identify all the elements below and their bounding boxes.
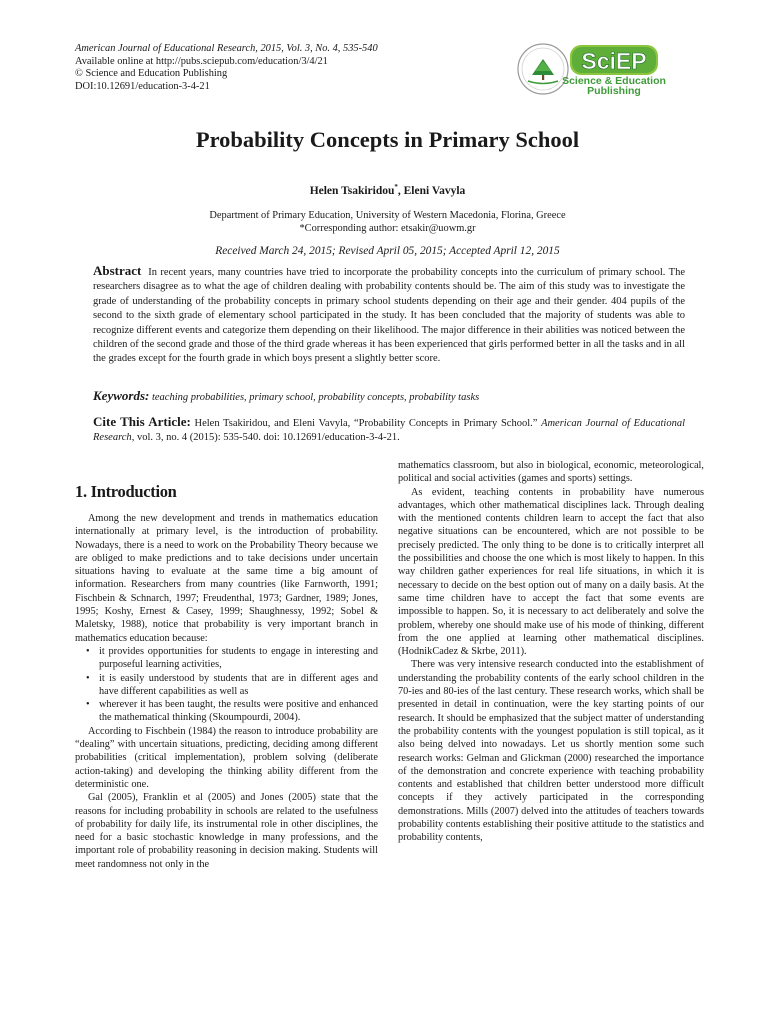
publisher-line: © Science and Education Publishing bbox=[75, 68, 228, 80]
paragraph: As evident, teaching contents in probability have numerous advantages, which other mathematical disciplines lack. Through dealing with the mentioned contents children learn to accept the fact that also negative situations can be encountered, which are not possible to be precisely predicted. The only thing to be done is to critically interpret all the possibilities and choose the one which is most likely to happen. In this way children gather experiences for real life situations, in which it is necessary to decide on the best option out of many on a daily basis. At the same time children have to accept the fact that some events are impossible to happen. So, it is necessary to act deliberately and solve the problem, whereby one should make use of his mode of thinking, different from the one applied at learning other mathematical disciplines. (HodnikCadez & Skrbe, 2011). bbox=[398, 486, 704, 658]
left-column bbox=[75, 512, 378, 871]
sciep-logo bbox=[516, 42, 666, 98]
corresponding-marker: * bbox=[394, 183, 398, 191]
logo-line1: Science & Education bbox=[562, 75, 666, 87]
right-column bbox=[398, 459, 704, 845]
department-line: Department of Primary Education, University of Western Macedonia, Florina, Greece bbox=[209, 210, 566, 221]
journal-header bbox=[75, 43, 378, 93]
cite-details: , vol. 3, no. 4 (2015): 535-540. doi: 10.12691/education-3-4-21. bbox=[131, 432, 400, 443]
bullet-item: • it is easily understood by students that are in different ages and have different capabilities as well as bbox=[75, 672, 378, 699]
affiliation bbox=[0, 210, 768, 235]
paragraph: mathematics classroom, but also in biological, economic, meteorological, political and social activities (games and sports) settings. bbox=[398, 460, 704, 485]
author-2: Eleni Vavyla bbox=[403, 184, 466, 197]
journal-citation: American Journal of Educational Research, 2015, Vol. 3, No. 4, 535-540 bbox=[75, 43, 378, 54]
logo-line2: Publishing bbox=[587, 85, 641, 97]
submission-dates: Received March 24, 2015; Revised April 05, 2015; Accepted April 12, 2015 bbox=[215, 245, 560, 257]
abstract bbox=[93, 264, 685, 367]
corresponding-author: *Corresponding author: etsakir@uowm.gr bbox=[299, 222, 476, 234]
paragraph: According to Fischbein (1984) the reason to introduce probability are “dealing” with uncertain situations, predicting, deciding among different probabilities (critical implementation), problem solving (deliberate action-taking) and developing the thinking ability different from the deterministic one. bbox=[75, 725, 378, 790]
bullet-item: • wherever it has been taught, the results were positive and enhanced the mathematical thinking (Skoumpourdi, 2004). bbox=[75, 698, 378, 725]
author-separator: , bbox=[397, 184, 404, 197]
cite-this-article bbox=[93, 415, 685, 445]
paragraph: There was very intensive research conducted into the establishment of understanding the probability contents of the early school children in the 70-ies and 80-ies of the last century. These research works, which shall be presented in detail in continuation, were the key starting points of our research. It should be emphasized that the subject matter of understanding the probability contents with the youngest population is still topical, as it also being delved into nowadays. Let us shortly mention some such research works: Gelman and Glickman (2000) researched the importance of the demonstration and concrete experience with teaching probability contents and established that children better understood more difficult concepts if they actively participated in the corresponding demonstrations. Mills (2007) delved into the attitudes of teachers towards probability contents establishing their positive attitude to the statistics and probability contents, bbox=[398, 659, 704, 844]
bullet-list bbox=[75, 645, 378, 725]
abstract-text: In recent years, many countries have tried to incorporate the probability concepts into the curriculum of primary school. The researchers disagree as to what the age of children dealing with probability contents should be. The aim of this study was to investigate the grade of understanding of the probability concepts in primary school students depending on their age and their gender. 404 pupils of the second to the sixth grade of elementary school participated in the study. It has been concluded that the majority of students was able to recognize different events and categorize them depending on their likelihood. The major difference in their abilities was noticed between the children of the second grade and those of the third grade whereas it has been experienced that girls performed better in all the tasks and in all the grades except for the fourth grade in which boys present a slightly better score. bbox=[93, 267, 685, 365]
abstract-label: Abstract bbox=[93, 263, 142, 278]
sciep-logo-graphic bbox=[516, 42, 666, 98]
available-online: Available online at http://pubs.sciepub.com/education/3/4/21 bbox=[75, 55, 328, 67]
bullet-item: • it provides opportunities for students to engage in interesting and purposeful learning activities, bbox=[75, 645, 378, 672]
keywords bbox=[93, 389, 685, 405]
paragraph: Gal (2005), Franklin et al (2005) and Jones (2005) state that the reasons for including probability in schools are related to the usefulness of probability for daily life, its instrumental role in other disciplines, the need for a basic stochastic knowledge in many professions, and the important role of probability reasoning in decision making. Students will meet randomness not only in the bbox=[75, 792, 378, 870]
author-list bbox=[0, 183, 768, 197]
keywords-label: Keywords: bbox=[93, 388, 150, 403]
cite-label: Cite This Article: bbox=[93, 414, 191, 429]
author-1: Helen Tsakiridou bbox=[309, 184, 395, 197]
paper-title: Probability Concepts in Primary School bbox=[195, 127, 580, 152]
doi-line: DOI:10.12691/education-3-4-21 bbox=[75, 80, 210, 92]
logo-wordmark: SciEP bbox=[581, 48, 647, 74]
keywords-text: teaching probabilities, primary school, probability concepts, probability tasks bbox=[151, 392, 480, 403]
cite-journal: American Journal of Educational Research bbox=[93, 418, 685, 443]
section-heading: 1. Introduction bbox=[75, 482, 177, 501]
paragraph: Among the new development and trends in mathematics education internationally at primary level, is the introduction of probability. Nowadays, there is a need to work on the Probability Theory because we are obliged to make predictions and to take decisions under uncertain situations having to evaluate at the same time a big amount of information. Researchers from many countries (like Farnworth, 1991; Fischbein & Schnarch, 1997; Freudenthal, 1973; Gardner, 1989; Jones, 1995; Koshy, Ernest & Casey, 1999; Shaughnessy, 1992; Sobel & Maletsky, 1988), notice that probability is very important branch in mathematics education because: bbox=[75, 513, 378, 644]
cite-text: Helen Tsakiridou, and Eleni Vavyla, “Probability Concepts in Primary School.” bbox=[194, 418, 538, 429]
